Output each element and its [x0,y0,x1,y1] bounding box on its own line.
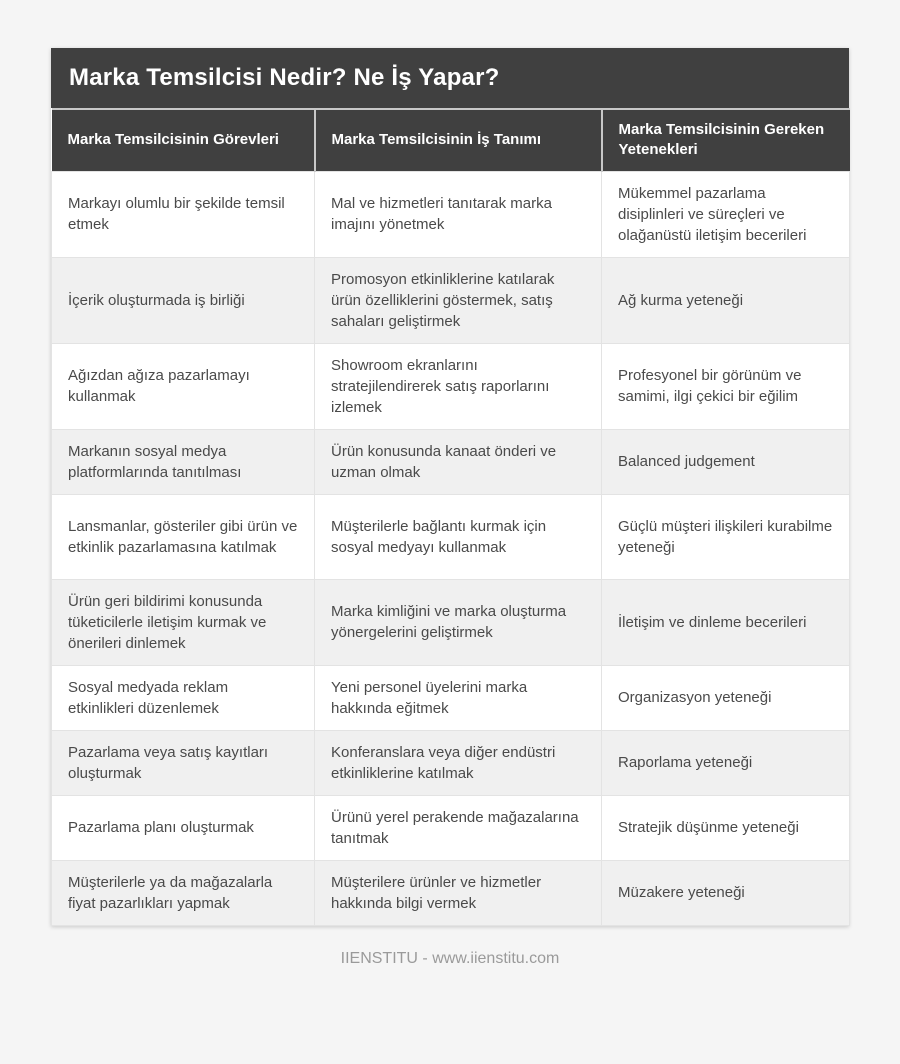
table-row [52,429,850,494]
cell-duty: Ürün geri bildirimi konusunda tüketicilerle iletişim kurmak ve önerileri dinlemek [52,579,315,665]
cell-job-description: Yeni personel üyelerini marka hakkında eğitmek [315,665,602,730]
cell-duty: Ağızdan ağıza pazarlamayı kullanmak [52,343,315,429]
cell-duty: Pazarlama veya satış kayıtları oluşturmak [52,730,315,795]
cell-job-description: Konferanslara veya diğer endüstri etkinliklerine katılmak [315,730,602,795]
cell-duty: Pazarlama planı oluşturmak [52,795,315,860]
table-row [52,795,850,860]
page-title: Marka Temsilcisi Nedir? Ne İş Yapar? [51,48,849,108]
cell-skill: Mükemmel pazarlama disiplinleri ve süreçleri ve olağanüstü iletişim becerileri [602,171,850,257]
table-row [52,730,850,795]
table-row [52,343,850,429]
cell-duty: Sosyal medyada reklam etkinlikleri düzenlemek [52,665,315,730]
column-header-job-description: Marka Temsilcisinin İş Tanımı [315,109,602,171]
cell-job-description: Ürün konusunda kanaat önderi ve uzman olmak [315,429,602,494]
table-row [52,171,850,257]
column-header-duties: Marka Temsilcisinin Görevleri [52,109,315,171]
cell-skill: Ağ kurma yeteneği [602,257,850,343]
cell-job-description: Promosyon etkinliklerine katılarak ürün özelliklerini göstermek, satış sahaları geliştirmek [315,257,602,343]
cell-skill: Balanced judgement [602,429,850,494]
table-row [52,860,850,925]
infographic-table-card [51,48,849,926]
cell-duty: İçerik oluşturmada iş birliği [52,257,315,343]
cell-duty: Müşterilerle ya da mağazalarla fiyat pazarlıkları yapmak [52,860,315,925]
table-row [52,257,850,343]
cell-job-description: Mal ve hizmetleri tanıtarak marka imajını yönetmek [315,171,602,257]
cell-skill: Güçlü müşteri ilişkileri kurabilme yeteneği [602,494,850,579]
cell-duty: Markanın sosyal medya platformlarında tanıtılması [52,429,315,494]
cell-duty: Lansmanlar, gösteriler gibi ürün ve etkinlik pazarlamasına katılmak [52,494,315,579]
table-header-row [52,109,850,171]
cell-job-description: Müşterilere ürünler ve hizmetler hakkında bilgi vermek [315,860,602,925]
cell-job-description: Ürünü yerel perakende mağazalarına tanıtmak [315,795,602,860]
column-header-required-skills: Marka Temsilcisinin Gereken Yetenekleri [602,109,850,171]
cell-skill: Stratejik düşünme yeteneği [602,795,850,860]
brand-representative-table [51,108,850,926]
cell-job-description: Showroom ekranlarını stratejilendirerek satış raporlarını izlemek [315,343,602,429]
cell-skill: Müzakere yeteneği [602,860,850,925]
cell-skill: İletişim ve dinleme becerileri [602,579,850,665]
footer-credit: IIENSTITU - www.iienstitu.com [340,949,560,967]
table-row [52,579,850,665]
cell-duty: Markayı olumlu bir şekilde temsil etmek [52,171,315,257]
cell-skill: Organizasyon yeteneği [602,665,850,730]
cell-job-description: Marka kimliğini ve marka oluşturma yönergelerini geliştirmek [315,579,602,665]
cell-skill: Raporlama yeteneği [602,730,850,795]
cell-skill: Profesyonel bir görünüm ve samimi, ilgi çekici bir eğilim [602,343,850,429]
table-row [52,494,850,579]
cell-job-description: Müşterilerle bağlantı kurmak için sosyal medyayı kullanmak [315,494,602,579]
table-row [52,665,850,730]
